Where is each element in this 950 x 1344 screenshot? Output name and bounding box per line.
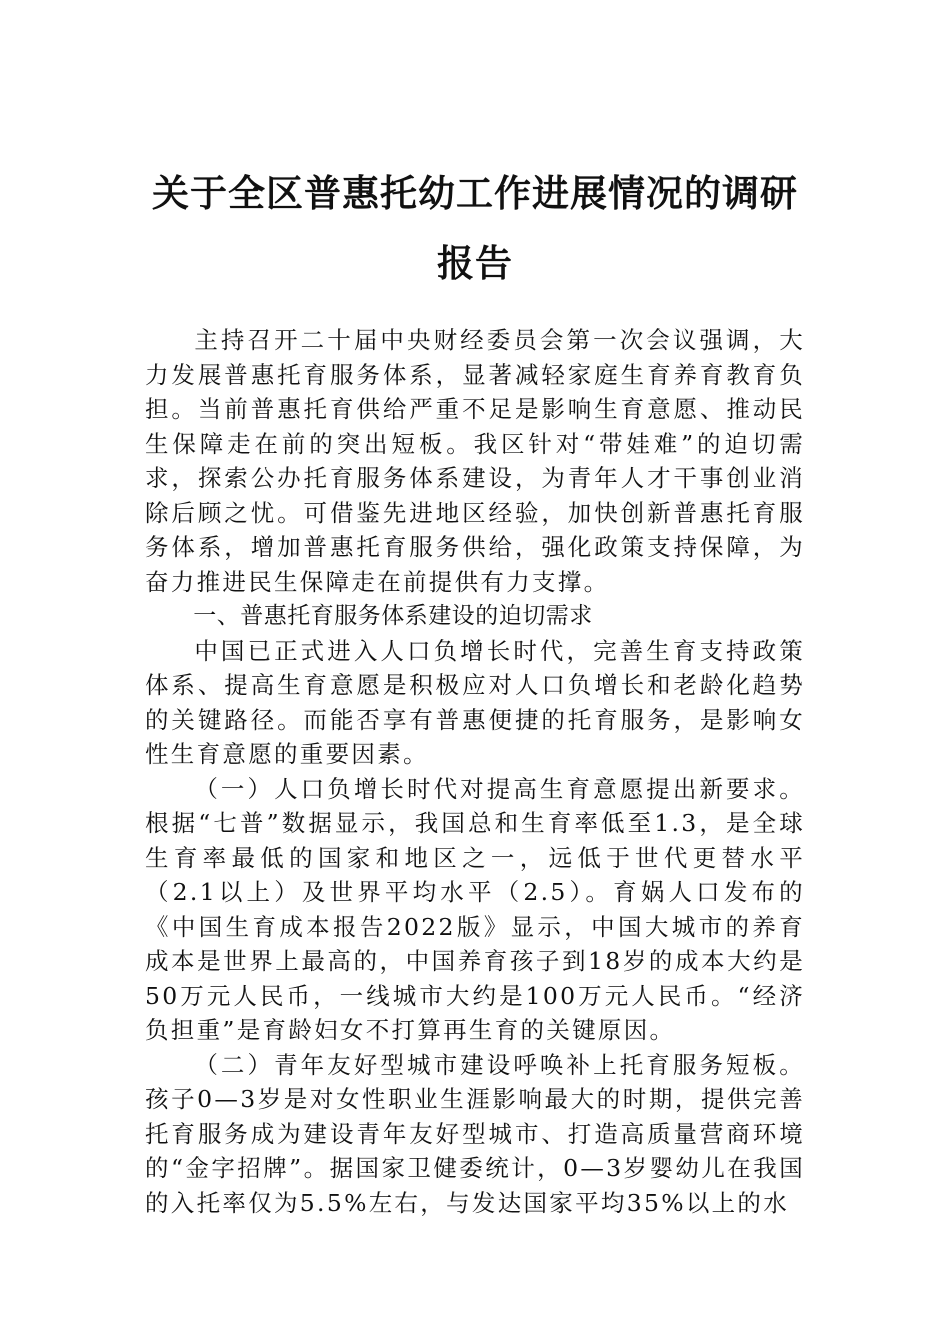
document-body xyxy=(145,323,805,1220)
document-title: 关于全区普惠托幼工作进展情况的调研报告 xyxy=(152,171,798,285)
subsection-2-text: 孩子0—3岁是对女性职业生涯影响最大的时期，提供完善托育服务成为建设青年友好型城市、打造高质量营商环境的“金字招牌”。据国家卫健委统计，0—3岁婴幼儿在我国的入托率仅为5.5%左右，与发达国家平均35%以上的水 xyxy=(145,1085,805,1217)
subsection-2-paragraph xyxy=(145,1048,805,1221)
section-heading-1: 一、普惠托育服务体系建设的迫切需求 xyxy=(193,603,593,629)
intro-paragraph: 主持召开二十届中央财经委员会第一次会议强调，大力发展普惠托育服务体系，显著减轻家庭生育养育教育负担。当前普惠托育供给严重不足是影响生育意愿、推动民生保障走在前的突出短板。我区针对“带娃难”的迫切需求，探索公办托育服务体系建设，为青年人才干事创业消除后顾之忧。可借鉴先进地区经验，加快创新普惠托育服务体系，增加普惠托育服务供给，强化政策支持保障，为奋力推进民生保障走在前提供有力支撑。 xyxy=(145,326,805,596)
subsection-1-paragraph xyxy=(145,772,805,1048)
section-1-paragraph: 中国已正式进入人口负增长时代，完善生育支持政策体系、提高生育意愿是积极应对人口负增长和老龄化趋势的关键路径。而能否享有普惠便捷的托育服务，是影响女性生育意愿的重要因素。 xyxy=(145,636,805,768)
subsection-1-text: 根据“七普”数据显示，我国总和生育率低至1.3，是全球生育率最低的国家和地区之一，远低于世代更替水平（2.1以上）及世界平均水平（2.5）。育娲人口发布的《中国生育成本报告2022版》显示，中国大城市的养育成本是世界上最高的，中国养育孩子到18岁的成本大约是50万元人民币，一线城市大约是100万元人民币。“经济负担重”是育龄妇女不打算再生育的关键原因。 xyxy=(145,809,805,1044)
subsection-heading-1: （一）人口负增长时代对提高生育意愿提出新要求。 xyxy=(194,774,805,803)
subsection-heading-2: （二）青年友好型城市建设呼唤补上托育服务短板。 xyxy=(194,1050,805,1079)
